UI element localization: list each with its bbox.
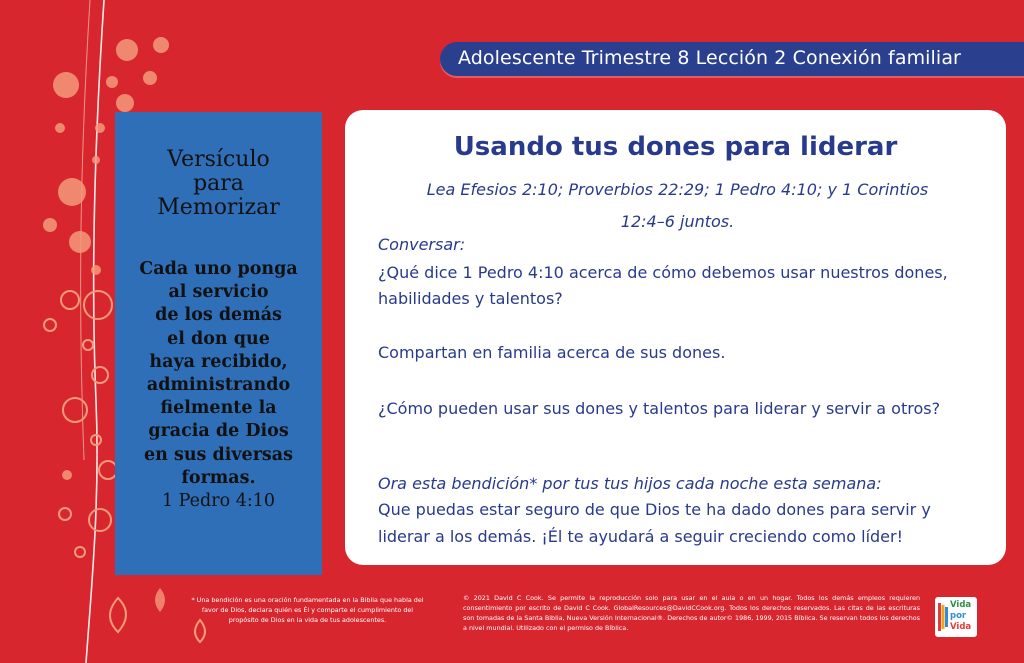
logo-text (950, 600, 971, 633)
logo-line: Vida (950, 600, 972, 610)
logo-line: por (950, 611, 967, 621)
verse-line: de los demás (155, 305, 282, 326)
verse-line: formas. (181, 467, 256, 488)
verse-line: fielmente la (160, 398, 277, 419)
converse-label: Conversar: (378, 235, 466, 254)
verse-line: al servicio (168, 282, 269, 303)
verse-reference: 1 Pedro 4:10 (161, 491, 275, 512)
header-title: Adolescente Trimestre 8 Lección 2 Conexión familiar (458, 47, 961, 69)
question-3: ¿Cómo pueden usar sus dones y talentos para liderar y servir a otros? (378, 399, 941, 418)
logo-line: Vida (950, 622, 972, 632)
question-1-line: habilidades y talentos? (378, 289, 563, 308)
card-title: Usando tus dones para liderar (453, 132, 898, 162)
question-2: Compartan en familia acerca de sus dones. (378, 343, 726, 362)
question-1-line: ¿Qué dice 1 Pedro 4:10 acerca de cómo debemos usar nuestros dones, (378, 263, 948, 282)
blessing-line: Que puedas estar seguro de que Dios te ha dado dones para servir y (378, 500, 931, 519)
reading-line: Lea Efesios 2:10; Proverbios 22:29; 1 Pedro 4:10; y 1 Corintios (426, 180, 929, 199)
memory-verse-title (115, 148, 322, 220)
verse-line: administrando (146, 375, 291, 396)
verse-line: haya recibido, (149, 351, 288, 372)
memory-verse-title-line: Memorizar (157, 195, 280, 220)
verse-line: el don que (167, 328, 270, 349)
vida-por-vida-logo (935, 597, 977, 637)
verse-line: en sus diversas (144, 444, 293, 465)
memory-verse-title-line: Versículo (167, 147, 270, 172)
reading-line: 12:4–6 juntos. (620, 212, 735, 231)
verse-line: Cada uno ponga (139, 259, 298, 279)
memory-verse-text (118, 258, 319, 513)
blessing-footnote: * Una bendición es una oración fundamentada en la Biblia que habla del favor de Dios, declara quién es Él y comparte el cumplimiento del propósito de Dios en la vida de tus adolescentes. (191, 596, 424, 624)
logo-stripes-icon (938, 603, 948, 631)
verse-line: gracia de Dios (148, 421, 289, 442)
blessing-label: Ora esta bendición* por tus tus hijos cada noche esta semana: (378, 474, 882, 493)
copyright-notice: © 2021 David C Cook. Se permite la reproducción solo para usar en el aula o en un hogar. Todos los demás empleos requieren consentimiento por escrito de David C Cook. GlobalResources@DavidCCook.org. Todos los derechos reservados. Las citas de las escrituras son tomadas de la Santa Biblia, Nueva Versión Internacional®. Derechos de autor© 1986, 1999, 2015 Bíblica. Se reservan todos los derechos a nivel mundial. Utilizado con el permiso de Bíblica. (463, 594, 920, 632)
blessing-line: liderar a los demás. ¡Él te ayudará a seguir creciendo como líder! (378, 527, 904, 546)
memory-verse-title-line: para (193, 171, 244, 196)
reading-instructions (360, 174, 995, 238)
